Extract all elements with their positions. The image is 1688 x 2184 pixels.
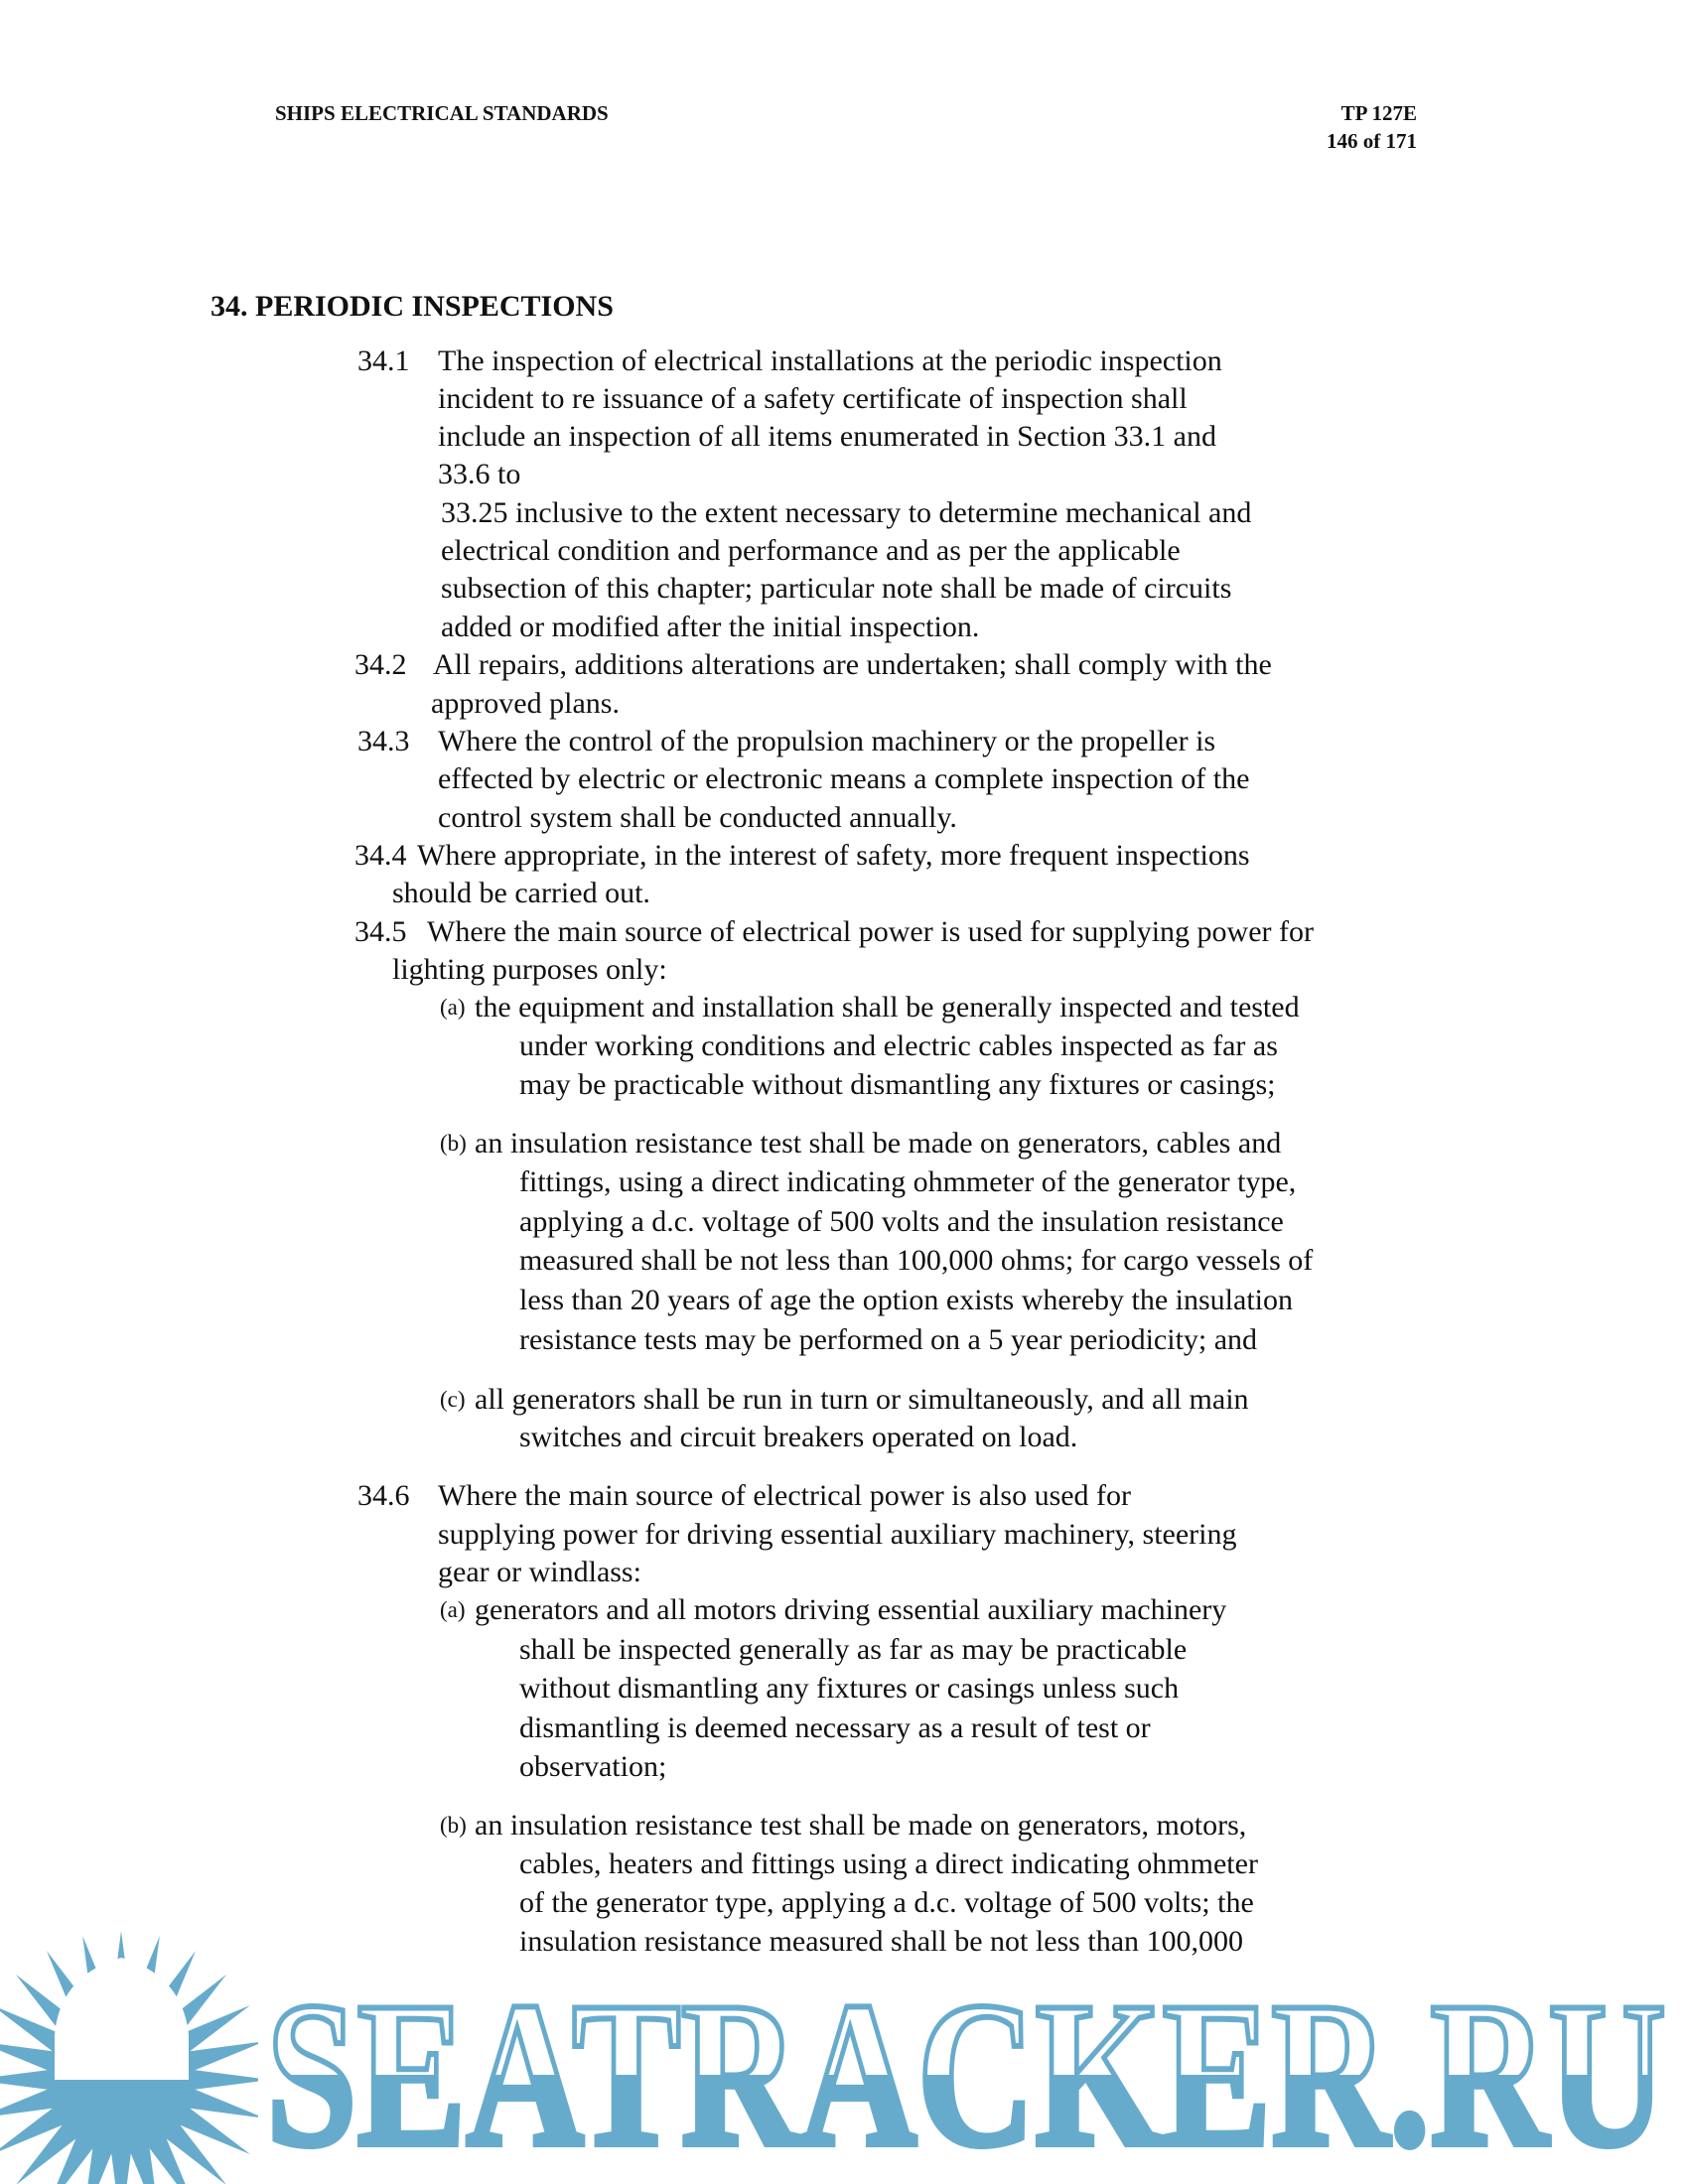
clause-number: 34.6 <box>357 1479 410 1512</box>
body-line: may be practicable without dismantling any fixtures or casings; <box>519 1068 1276 1101</box>
sub-clause-letter: (b) <box>440 1813 467 1838</box>
body-line: supplying power for driving essential auxiliary machinery, steering <box>438 1518 1237 1551</box>
body-line: incident to re issuance of a safety certificate of inspection shall <box>438 382 1188 415</box>
running-header-doc-info <box>1327 99 1417 155</box>
body-line: Where the main source of electrical power is also used for <box>438 1479 1132 1512</box>
body-line: the equipment and installation shall be generally inspected and tested <box>475 991 1300 1024</box>
body-line: of the generator type, applying a d.c. voltage of 500 volts; the <box>519 1886 1254 1919</box>
body-line: all generators shall be run in turn or simultaneously, and all main <box>475 1383 1249 1416</box>
body-line: under working conditions and electric cables inspected as far as <box>519 1029 1278 1062</box>
body-line: resistance tests may be performed on a 5 year periodicity; and <box>519 1323 1258 1356</box>
sub-clause-letter: (a) <box>440 995 466 1020</box>
body-line: an insulation resistance test shall be made on generators, cables and <box>475 1127 1282 1160</box>
body-line: Where the control of the propulsion machinery or the propeller is <box>438 725 1216 757</box>
body-line: generators and all motors driving essential auxiliary machinery <box>475 1593 1227 1626</box>
body-line: The inspection of electrical installations at the periodic inspection <box>438 344 1222 377</box>
body-line: lighting purposes only: <box>392 953 667 986</box>
sub-clause-letter: (a) <box>440 1597 466 1622</box>
section-heading: 34. PERIODIC INSPECTIONS <box>211 290 614 323</box>
sun-logo-icon <box>0 1931 270 2184</box>
sub-clause-letter: (b) <box>440 1131 467 1156</box>
running-header-title: SHIPS ELECTRICAL STANDARDS <box>275 101 609 125</box>
body-line: 33.25 inclusive to the extent necessary to determine mechanical and <box>441 496 1252 529</box>
body-line: applying a d.c. voltage of 500 volts and the insulation resistance <box>519 1205 1284 1238</box>
body-line: approved plans. <box>431 687 620 720</box>
body-line: insulation resistance measured shall be not less than 100,000 <box>519 1925 1244 1958</box>
clause-number: 34.3 <box>357 725 410 757</box>
body-line: cables, heaters and fittings using a direct indicating ohmmeter <box>519 1847 1258 1880</box>
clause-number: 34.2 <box>354 648 407 681</box>
clause-number: 34.5 <box>354 915 407 948</box>
body-line: fittings, using a direct indicating ohmmeter of the generator type, <box>519 1165 1297 1198</box>
body-line: an insulation resistance test shall be made on generators, motors, <box>475 1809 1247 1842</box>
watermark-text: SEATRACKER.RU <box>266 1960 1666 2184</box>
body-line: All repairs, additions alterations are undertaken; shall comply with the <box>433 648 1272 681</box>
body-line: Where appropriate, in the interest of safety, more frequent inspections <box>417 839 1250 872</box>
body-line: 33.6 to <box>438 458 521 490</box>
page-number: 146 of 171 <box>1327 129 1417 153</box>
clause-number: 34.4 <box>354 839 407 872</box>
body-line: should be carried out. <box>392 877 650 909</box>
body-line: Where the main source of electrical power is used for supplying power for <box>427 915 1315 948</box>
body-line: effected by electric or electronic means a complete inspection of the <box>438 762 1250 795</box>
seatracker-watermark <box>0 1926 1688 2184</box>
body-line: added or modified after the initial inspection. <box>441 611 980 643</box>
sub-clause-letter: (c) <box>440 1387 466 1412</box>
body-line: include an inspection of all items enumerated in Section 33.1 and <box>438 420 1216 453</box>
body-line: less than 20 years of age the option exists whereby the insulation <box>519 1284 1293 1316</box>
body-line: gear or windlass: <box>438 1556 641 1588</box>
body-line: dismantling is deemed necessary as a result of test or <box>519 1711 1151 1744</box>
body-line: subsection of this chapter; particular note shall be made of circuits <box>441 572 1232 605</box>
body-line: electrical condition and performance and as per the applicable <box>441 534 1181 567</box>
body-line: observation; <box>519 1750 667 1783</box>
body-line: switches and circuit breakers operated on load. <box>519 1421 1078 1453</box>
body-line: measured shall be not less than 100,000 ohms; for cargo vessels of <box>519 1244 1314 1277</box>
clause-number: 34.1 <box>357 344 410 377</box>
body-line: without dismantling any fixtures or casings unless such <box>519 1672 1180 1705</box>
body-line: control system shall be conducted annually. <box>438 801 957 834</box>
body-line: shall be inspected generally as far as may be practicable <box>519 1633 1188 1666</box>
document-id: TP 127E <box>1340 101 1417 125</box>
